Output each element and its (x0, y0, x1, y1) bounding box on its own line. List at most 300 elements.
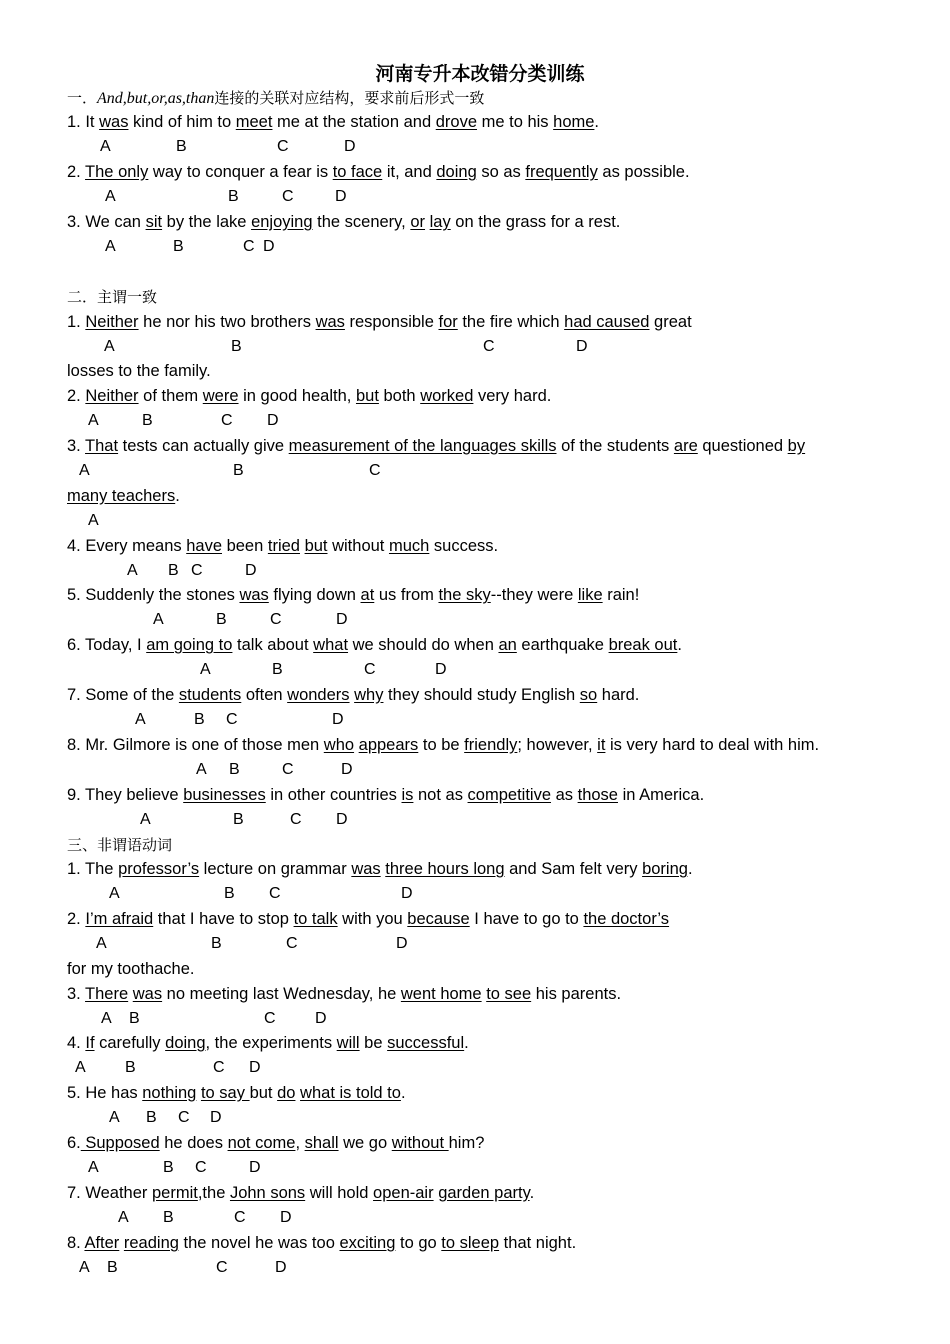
question-text: . (687, 860, 693, 878)
option-letters-row (0, 1106, 950, 1130)
option-letter-b: B (163, 1159, 174, 1176)
underlined-option: three hours long (385, 860, 505, 878)
question-line-n5 (67, 1081, 406, 1105)
option-letter-a: A (140, 811, 151, 828)
option-letter-c: C (364, 661, 376, 678)
option-letter-b: B (168, 562, 179, 579)
question-line-n2 (67, 907, 669, 931)
underlined-option: boring (642, 860, 688, 878)
question-text: flying down (268, 586, 361, 604)
option-letter-a: A (101, 1010, 112, 1027)
underlined-option: the sky (438, 586, 491, 604)
question-text: to be (418, 736, 465, 754)
option-letters-row (0, 509, 950, 533)
option-letter-a: A (127, 562, 138, 579)
question-text: success. (429, 537, 499, 555)
option-letter-b: B (233, 462, 244, 479)
option-letters-row (0, 1256, 950, 1280)
question-text: 3. We can (67, 213, 146, 231)
question-continuation: losses to the family. (67, 362, 211, 380)
question-text: 4. Every means (67, 537, 187, 555)
underlined-option: garden party (438, 1184, 530, 1202)
underlined-option: successful (387, 1034, 465, 1052)
option-letters-row (0, 135, 950, 159)
option-letters-row (0, 882, 950, 906)
underlined-option: not come (227, 1134, 296, 1152)
section-heading-1 (67, 86, 484, 111)
question-text: . (594, 113, 600, 131)
question-line-p6 (67, 633, 682, 657)
underlined-option: reading (123, 1234, 179, 1252)
question-line-n8 (67, 1231, 576, 1255)
underlined-option: tried (267, 537, 300, 555)
question-text: responsible (344, 313, 439, 331)
option-letter-a: A (88, 512, 99, 529)
option-letter-c: C (270, 611, 282, 628)
underlined-option: without (391, 1134, 449, 1152)
option-letter-d: D (336, 611, 348, 628)
option-letter-c: C (191, 562, 203, 579)
underlined-option: is (401, 786, 414, 804)
question-text: 6. (67, 1134, 81, 1152)
option-letter-b: B (229, 761, 240, 778)
question-text: . (464, 1034, 469, 1052)
option-letter-a: A (96, 935, 107, 952)
question-continuation: for my toothache. (67, 960, 195, 978)
option-letter-b: B (224, 885, 235, 902)
question-text: 5. He has (67, 1084, 143, 1102)
underlined-option: nothing (142, 1084, 197, 1102)
option-letter-d: D (249, 1059, 261, 1076)
question-text: 8. Mr. Gilmore is one of those men (67, 736, 324, 754)
option-letters-row (0, 932, 950, 956)
option-letter-b: B (163, 1209, 174, 1226)
question-text: 7. Weather (67, 1184, 152, 1202)
option-letter-c: C (216, 1259, 228, 1276)
option-letter-d: D (249, 1159, 261, 1176)
question-text: 3. (67, 437, 86, 455)
question-text: they should study English (383, 686, 580, 704)
question-text: tests can actually give (118, 437, 289, 455)
underlined-option: for (438, 313, 458, 331)
question-text: it, and (382, 163, 437, 181)
underlined-option: There (85, 985, 129, 1003)
underlined-option: but (355, 387, 379, 405)
question-text: both (378, 387, 421, 405)
question-text: 2. (67, 387, 86, 405)
option-letter-b: B (107, 1259, 118, 1276)
section-text: 连接的关联对应结构，要求前后形式一致 (214, 89, 485, 107)
question-text: lecture on grammar (199, 860, 352, 878)
question-text: we go (338, 1134, 392, 1152)
question-text: often (241, 686, 288, 704)
underlined-option: was (239, 586, 269, 604)
underlined-option: are (673, 437, 698, 455)
option-letter-c: C (290, 811, 302, 828)
option-letter-d: D (401, 885, 413, 902)
question-text: I have to go to (469, 910, 584, 928)
underlined-option: will (336, 1034, 360, 1052)
option-letter-c: C (286, 935, 298, 952)
question-text: , (295, 1134, 305, 1152)
underlined-option: so (579, 686, 598, 704)
option-letter-d: D (245, 562, 257, 579)
underlined-option: am going to (146, 636, 233, 654)
option-letter-a: A (79, 1259, 90, 1276)
question-text: 6. Today, I (67, 636, 147, 654)
option-letter-d: D (341, 761, 353, 778)
underlined-option: permit (152, 1184, 198, 1202)
option-letters-row (0, 1056, 950, 1080)
question-text: ,the (197, 1184, 230, 1202)
option-letter-a: A (109, 885, 120, 902)
underlined-option: sit (145, 213, 163, 231)
section-keywords: And,but,or,as,than (97, 90, 215, 107)
question-text: . (677, 636, 682, 654)
option-letter-c: C (243, 238, 255, 255)
option-letters-row (0, 459, 950, 483)
question-text: that night. (499, 1234, 577, 1252)
underlined-option: enjoying (251, 213, 313, 231)
question-text: way to conquer a fear is (148, 163, 333, 181)
question-text: but (249, 1084, 278, 1102)
question-text: by the lake (162, 213, 252, 231)
underlined-option: to sleep (441, 1234, 500, 1252)
question-text: so as (476, 163, 526, 181)
option-letter-c: C (213, 1059, 225, 1076)
question-line-q1 (67, 110, 599, 134)
option-letter-c: C (277, 138, 289, 155)
option-letter-d: D (396, 935, 408, 952)
underlined-option: do (277, 1084, 296, 1102)
option-letter-a: A (88, 412, 99, 429)
underlined-option: I’m afraid (85, 910, 154, 928)
option-letter-a: A (109, 1109, 120, 1126)
question-text: of them (138, 387, 203, 405)
section-heading-2: 二．主谓一致 (67, 288, 158, 306)
question-text: as (551, 786, 578, 804)
option-letter-d: D (332, 711, 344, 728)
question-text: hard. (597, 686, 640, 704)
option-letters-row (0, 808, 950, 832)
underlined-option: shall (304, 1134, 339, 1152)
question-line-p8 (67, 733, 819, 757)
question-text: on the grass for a rest. (450, 213, 621, 231)
underlined-option: businesses (183, 786, 266, 804)
option-letter-a: A (196, 761, 207, 778)
underlined-option: much (388, 537, 430, 555)
underlined-option: was (99, 113, 129, 131)
option-letter-c: C (195, 1159, 207, 1176)
underlined-option: That (85, 437, 119, 455)
question-text: been (222, 537, 268, 555)
question-line-p1 (67, 310, 692, 334)
option-letter-b: B (146, 1109, 157, 1126)
question-text: earthquake (516, 636, 609, 654)
underlined-option: the doctor’s (583, 910, 670, 928)
question-text: in other countries (265, 786, 402, 804)
question-line-p5 (67, 583, 639, 607)
option-letter-d: D (267, 412, 279, 429)
option-letter-a: A (105, 188, 116, 205)
underlined-option: After (84, 1234, 120, 1252)
question-text: 2. (67, 163, 86, 181)
option-letters-row (0, 409, 950, 433)
option-letter-c: C (269, 885, 281, 902)
underlined-option: The only (85, 163, 149, 181)
question-text: the scenery, (312, 213, 411, 231)
option-letter-a: A (88, 1159, 99, 1176)
question-line-q3 (67, 210, 620, 234)
underlined-option: measurement of the languages skills (288, 437, 557, 455)
option-letter-b: B (142, 412, 153, 429)
option-letter-c: C (264, 1010, 276, 1027)
question-text: the fire which (457, 313, 565, 331)
underlined-option: Supposed (80, 1134, 160, 1152)
option-letters-row (0, 185, 950, 209)
question-text: no meeting last Wednesday, he (162, 985, 401, 1003)
option-letter-c: C (282, 188, 294, 205)
option-letter-d: D (275, 1259, 287, 1276)
question-text: carefully (94, 1034, 166, 1052)
question-text: us from (374, 586, 439, 604)
question-text: 4. (67, 1034, 86, 1052)
underlined-option: had caused (564, 313, 650, 331)
option-letters-row (0, 559, 950, 583)
question-text: he does (159, 1134, 228, 1152)
option-letter-d: D (210, 1109, 222, 1126)
option-letter-c: C (226, 711, 238, 728)
question-text: 1. (67, 313, 86, 331)
underlined-option: students (178, 686, 242, 704)
question-text: in America. (617, 786, 705, 804)
underlined-option: by (787, 437, 806, 455)
question-line-n1 (67, 857, 693, 881)
question-text: be (359, 1034, 388, 1052)
option-letter-d: D (335, 188, 347, 205)
option-letter-b: B (272, 661, 283, 678)
question-text: that I have to stop (153, 910, 294, 928)
option-letter-a: A (153, 611, 164, 628)
question-text: . (529, 1184, 535, 1202)
question-text: not as (413, 786, 468, 804)
option-letter-c: C (483, 338, 495, 355)
underlined-option: were (202, 387, 239, 405)
question-text: . (400, 1084, 406, 1102)
question-line-p4 (67, 534, 498, 558)
question-text: with you (337, 910, 408, 928)
question-line-q2 (67, 160, 690, 184)
underlined-option: competitive (467, 786, 551, 804)
option-letters-row (0, 658, 950, 682)
question-text: the novel he was too (178, 1234, 340, 1252)
question-text: is very hard to deal with him. (605, 736, 820, 754)
underlined-option: friendly (464, 736, 518, 754)
option-letter-b: B (194, 711, 205, 728)
question-text: his parents. (531, 985, 622, 1003)
option-letter-a: A (135, 711, 146, 728)
underlined-option: meet (235, 113, 273, 131)
question-text: 1. The (67, 860, 119, 878)
question-text: great (649, 313, 692, 331)
underlined-option: to face (332, 163, 383, 181)
option-letter-d: D (263, 238, 275, 255)
underlined-option: was (132, 985, 163, 1003)
option-letter-a: A (100, 138, 111, 155)
underlined-option: to say (200, 1084, 250, 1102)
underlined-option: John sons (229, 1184, 306, 1202)
question-text: very hard. (473, 387, 552, 405)
question-line-p2 (67, 384, 551, 408)
option-letters-row (0, 235, 950, 259)
underlined-option: but (304, 537, 328, 555)
question-text: . (175, 487, 180, 505)
question-text: 7. Some of the (67, 686, 179, 704)
question-text: ; however, (517, 736, 598, 754)
question-text: kind of him to (128, 113, 236, 131)
question-text: rain! (602, 586, 640, 604)
question-text: in good health, (238, 387, 356, 405)
underlined-option: drove (435, 113, 478, 131)
question-text: talk about (232, 636, 314, 654)
option-letter-b: B (211, 935, 222, 952)
section-number: 一． (67, 89, 98, 107)
question-line-n3 (67, 982, 621, 1006)
option-letter-b: B (216, 611, 227, 628)
option-letter-c: C (234, 1209, 246, 1226)
question-text: 3. (67, 985, 86, 1003)
underlined-option: doing (436, 163, 477, 181)
underlined-option: to see (486, 985, 532, 1003)
underlined-option: doing (165, 1034, 206, 1052)
underlined-option: at (360, 586, 375, 604)
underlined-option: open-air (373, 1184, 434, 1202)
option-letter-b: B (176, 138, 187, 155)
question-line-p7 (67, 683, 639, 707)
underlined-option: exciting (339, 1234, 396, 1252)
option-letter-a: A (200, 661, 211, 678)
underlined-option: If (85, 1034, 95, 1052)
question-text: to go (395, 1234, 442, 1252)
underlined-option: what (313, 636, 349, 654)
option-letters-row (0, 335, 950, 359)
option-letters-row (0, 758, 950, 782)
question-line-p9 (67, 783, 704, 807)
question-text: we should do when (348, 636, 499, 654)
question-line-p3 (67, 434, 805, 458)
option-letter-c: C (282, 761, 294, 778)
underlined-option: lay (429, 213, 451, 231)
option-letter-b: B (173, 238, 184, 255)
underlined-option: home (553, 113, 595, 131)
underlined-option: or (410, 213, 426, 231)
option-letter-d: D (435, 661, 447, 678)
underlined-option: those (577, 786, 618, 804)
option-letter-c: C (221, 412, 233, 429)
option-letter-b: B (228, 188, 239, 205)
underlined-option: wonders (287, 686, 350, 704)
underlined-option: Neither (85, 313, 139, 331)
option-letter-d: D (344, 138, 356, 155)
underlined-option: appears (358, 736, 419, 754)
option-letter-b: B (233, 811, 244, 828)
question-text: me at the station and (272, 113, 436, 131)
question-text: 8. (67, 1234, 85, 1252)
underlined-option: because (407, 910, 470, 928)
question-text: questioned (697, 437, 788, 455)
option-letters-row (0, 1007, 950, 1031)
option-letter-d: D (280, 1209, 292, 1226)
section-heading-3: 三、非谓语动词 (67, 836, 173, 854)
underlined-option: an (498, 636, 517, 654)
question-line-n7 (67, 1181, 534, 1205)
question-text: me to his (477, 113, 554, 131)
question-text: of the students (556, 437, 674, 455)
question-text: 5. Suddenly the stones (67, 586, 240, 604)
question-text: --they were (490, 586, 578, 604)
option-letter-c: C (369, 462, 381, 479)
option-letters-row (0, 1206, 950, 1230)
option-letter-d: D (336, 811, 348, 828)
underlined-option: why (354, 686, 384, 704)
underlined-option: what is told to (300, 1084, 401, 1102)
option-letter-a: A (104, 338, 115, 355)
underlined-option: break out (608, 636, 678, 654)
option-letters-row (0, 1156, 950, 1180)
option-letter-a: A (118, 1209, 129, 1226)
option-letter-c: C (178, 1109, 190, 1126)
question-text: and Sam felt very (504, 860, 643, 878)
underlined-option: went home (400, 985, 482, 1003)
option-letter-d: D (576, 338, 588, 355)
question-text: 1. It (67, 113, 100, 131)
question-text: 2. (67, 910, 86, 928)
underlined-option: many teachers (67, 487, 176, 505)
underlined-option: it (597, 736, 606, 754)
underlined-option: to talk (293, 910, 338, 928)
question-text: him? (448, 1134, 485, 1152)
underlined-option: professor’s (118, 860, 200, 878)
underlined-option: was (315, 313, 345, 331)
question-continuation (67, 484, 180, 508)
option-letter-a: A (105, 238, 116, 255)
underlined-option: Neither (85, 387, 139, 405)
question-line-n4 (67, 1031, 469, 1055)
option-letter-b: B (231, 338, 242, 355)
question-line-n6 (67, 1131, 484, 1155)
option-letter-b: B (129, 1010, 140, 1027)
underlined-option: who (323, 736, 355, 754)
option-letters-row (0, 608, 950, 632)
option-letter-a: A (79, 462, 90, 479)
question-text: without (327, 537, 389, 555)
underlined-option: have (186, 537, 222, 555)
underlined-option: like (577, 586, 603, 604)
underlined-option: frequently (525, 163, 598, 181)
question-text: as possible. (597, 163, 690, 181)
option-letter-b: B (125, 1059, 136, 1076)
question-text: he nor his two brothers (138, 313, 316, 331)
underlined-option: was (351, 860, 381, 878)
document-title: 河南专升本改错分类训练 (375, 63, 585, 85)
question-text: , the experiments (205, 1034, 337, 1052)
option-letters-row (0, 708, 950, 732)
underlined-option: worked (420, 387, 474, 405)
question-text: will hold (305, 1184, 374, 1202)
option-letter-d: D (315, 1010, 327, 1027)
question-text: 9. They believe (67, 786, 184, 804)
option-letter-a: A (75, 1059, 86, 1076)
